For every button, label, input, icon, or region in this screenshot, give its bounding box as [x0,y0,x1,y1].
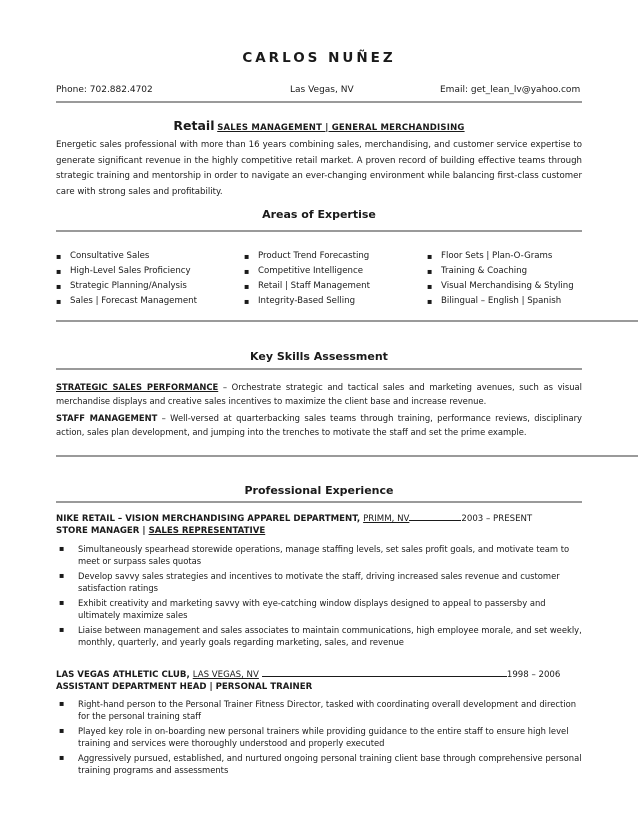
divider-skills [56,368,582,370]
divider-experience-top [56,455,638,457]
candidate-name: CARLOS NUÑEZ [242,50,396,66]
divider-skills-top [56,320,638,322]
job-role: ASSISTANT DEPARTMENT HEAD [56,682,207,692]
skill-staff-management [56,412,582,439]
contact-location: Las Vegas, NV [290,85,354,95]
headline-specialties: SALES MANAGEMENT | GENERAL MERCHANDISING [217,123,465,133]
job-bullet: ▪ Simultaneously spearhead storewide operations, manage staffing levels, set sales profit goals, and motivate team to meet or surpass sales quotas [56,543,582,567]
expertise-item: ▪ Training & Coaching [427,264,592,279]
expertise-item: ▪ Competitive Intelligence [244,264,419,279]
headline [0,118,638,133]
expertise-item: ▪ Retail | Staff Management [244,279,419,294]
job-employer: NIKE RETAIL – VISION MERCHANDISING APPAREL DEPARTMENT [56,514,357,524]
job-header-line [262,668,507,677]
divider-top [56,101,582,103]
expertise-item: ▪ Bilingual – English | Spanish [427,294,592,309]
expertise-column-2 [244,249,419,309]
skill-lead: STRATEGIC SALES PERFORMANCE [56,382,219,392]
job-header-line [409,512,461,521]
job-role: STORE MANAGER [56,526,140,536]
expertise-item: ▪ Integrity-Based Selling [244,294,419,309]
expertise-item: ▪ Sales | Forecast Management [56,294,231,309]
job-bullet: ▪ Liaise between management and sales associates to maintain communications, high employee morale, and set weekly, monthly, quarterly, and yearly goals regarding marketing, sales, and revenue [56,624,582,648]
expertise-item: ▪ Visual Merchandising & Styling [427,279,592,294]
skill-lead: STAFF MANAGEMENT [56,413,158,423]
job-employer: LAS VEGAS ATHLETIC CLUB [56,670,187,680]
job-location: LAS VEGAS, NV [192,670,259,680]
expertise-item: ▪ Strategic Planning/Analysis [56,279,231,294]
job-bullets [56,698,582,779]
job-dates: 2003 – PRESENT [461,514,533,524]
expertise-item: ▪ Consultative Sales [56,249,231,264]
contact-phone: Phone: 702.882.4702 [56,85,153,95]
job-roles: STORE MANAGER | SALES REPRESENTATIVE [56,526,266,536]
expertise-item: ▪ High-Level Sales Proficiency [56,264,231,279]
job-bullets [56,543,582,651]
job-dates: 1998 – 2006 [506,670,561,680]
job-bullet: ▪ Aggressively pursued, established, and nurtured ongoing personal training client base through comprehensive personal training programs and assessments [56,752,582,776]
job-bullet: ▪ Right-hand person to the Personal Trainer Fitness Director, tasked with coordinating overall development and direction for the personal training staff [56,698,582,722]
job-header: LAS VEGAS ATHLETIC CLUB, LAS VEGAS, NV 1998 – 2006 [56,670,561,680]
skill-text: – Well-versed at quarterbacking sales teams through training, performance reviews, disciplinary action, sales plan development, and jumping into the trenches to motivate the staff and set the prime example. [56,413,582,437]
skills-heading: Key Skills Assessment [250,350,388,363]
job-bullet: ▪ Played key role in on-boarding new personal trainers while providing guidance to the entire staff to ensure high level training and services were thoroughly understood and properly executed [56,725,582,749]
job-role: SALES REPRESENTATIVE [148,526,266,536]
skill-text: – Orchestrate strategic and tactical sales and marketing avenues, such as visual merchandise displays and creative sales incentives to maximize the client base and increase revenue. [56,382,582,406]
divider-expertise [56,230,582,232]
job-role: PERSONAL TRAINER [215,682,313,692]
expertise-heading: Areas of Expertise [262,208,376,221]
job-header: NIKE RETAIL – VISION MERCHANDISING APPAREL DEPARTMENT, PRIMM, NV 2003 – PRESENT [56,514,533,524]
expertise-column-3 [427,249,592,309]
job-bullet: ▪ Exhibit creativity and marketing savvy with eye-catching window displays designed to appeal to passersby and ultimately maximize sales [56,597,582,621]
divider-experience [56,501,582,503]
expertise-item: ▪ Floor Sets | Plan-O-Grams [427,249,592,264]
job-bullet: ▪ Develop savvy sales strategies and incentives to motivate the staff, driving increased sales revenue and customer satisfaction ratings [56,570,582,594]
expertise-column-1 [56,249,231,309]
headline-word: Retail [173,118,215,133]
summary-paragraph: Energetic sales professional with more than 16 years combining sales, merchandising, and customer service expertise to generate significant revenue in the highly competitive retail market. A proven record of building effective teams through strategic training and mentorship in order to navigate an ever-changing environment while balancing first-class customer care with strong sales and profitability. [56,140,582,197]
job-roles: ASSISTANT DEPARTMENT HEAD | PERSONAL TRAINER [56,682,313,692]
experience-heading: Professional Experience [244,484,394,497]
skill-strategic-sales [56,381,582,408]
job-location: PRIMM, NV [363,514,410,524]
expertise-item: ▪ Product Trend Forecasting [244,249,419,264]
contact-email: Email: get_lean_lv@yahoo.com [440,85,581,95]
